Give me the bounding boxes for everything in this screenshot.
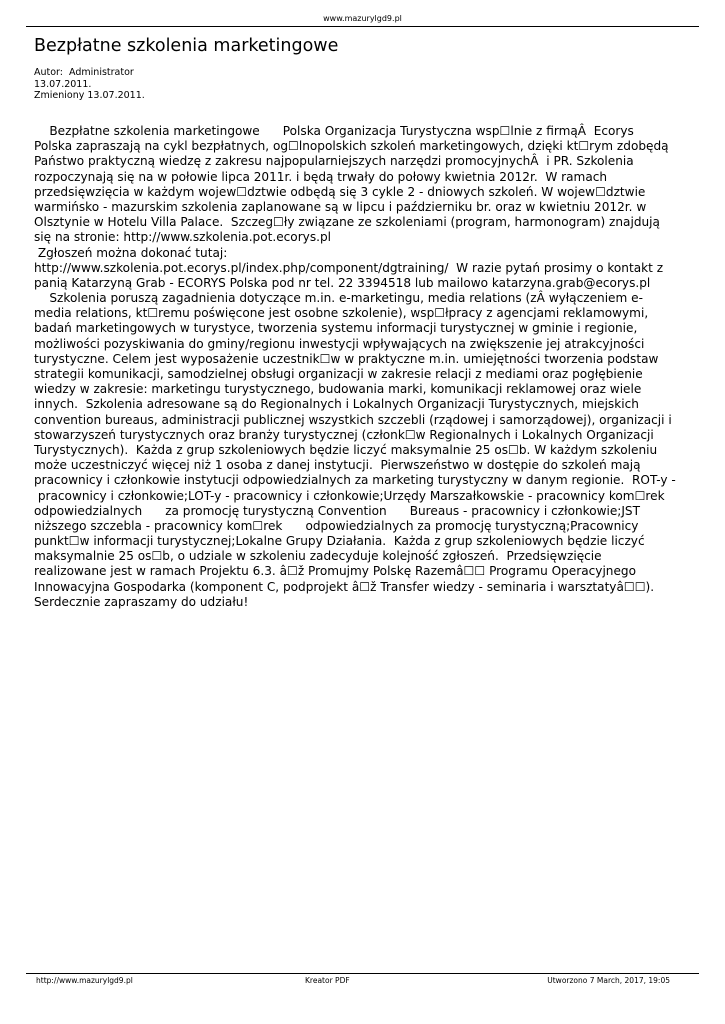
body-line: panią Katarzyną Grab - ECORYS Polska pod nr tel. 22 3394518 lub mailowo katarzyna.grab@ecorys.pl bbox=[34, 275, 651, 290]
body-line: pracownicy i członkowie instytucji odpowiedzialnych za marketing turystyczny w danym regionie. ROT-y - bbox=[34, 473, 676, 488]
body-line: możliwości pozyskiwania do gminy/regionu inwestycji wpływających na zwiększenie jej atrakcyjności bbox=[34, 336, 645, 351]
body-line: media relations, kt☐remu poświęcone jest osobne szkolenie), wsp☐łpracy z agencjami reklamowymi, bbox=[34, 306, 649, 321]
footer-divider bbox=[26, 973, 699, 974]
body-line: pracownicy i członkowie;LOT-y - pracownicy i członkowie;Urzędy Marszałkowskie - pracownicy kom☐rek bbox=[34, 488, 665, 503]
article-body bbox=[34, 124, 676, 595]
body-line: http://www.szkolenia.pot.ecorys.pl/index.php/component/dgtraining/ W razie pytań prosimy o kontakt z bbox=[34, 260, 664, 275]
body-line: rozpoczynają się na w połowie lipca 2011r. i będą trwały do połowy kwietnia 2012r. W ramach bbox=[34, 169, 608, 184]
footer-created: Utworzono 7 March, 2017, 19:05 bbox=[547, 976, 670, 985]
body-line: przedsięwzięcia w każdym wojew☐dztwie odbędą się 3 cykle 2 - dniowych szkoleń. W wojew☐dztwie bbox=[34, 184, 646, 199]
footer-site-url: http://www.mazurylgd9.pl bbox=[36, 976, 133, 985]
article-title: Bezpłatne szkolenia marketingowe bbox=[34, 36, 339, 56]
article-modified: Zmieniony 13.07.2011. bbox=[34, 90, 145, 101]
body-line: odpowiedzialnych za promocję turystyczną Convention Bureaus - pracownicy i członkowie;JST bbox=[34, 503, 640, 518]
body-line: Turystycznych). Każda z grup szkoleniowych będzie liczyć maksymalnie 25 os☐b. W każdym szkoleniu bbox=[34, 442, 658, 457]
body-line: wiedzy w zakresie: marketingu turystycznego, budowania marki, komunikacji reklamowej oraz wiele bbox=[34, 382, 642, 397]
body-line: innych. Szkolenia adresowane są do Regionalnych i Lokalnych Organizacji Turystycznych, miejskich bbox=[34, 397, 639, 412]
body-line: Państwo praktyczną wiedzę z zakresu najpopularniejszych narzędzi promocyjnychÂ i PR. Szkolenia bbox=[34, 154, 634, 169]
header-divider bbox=[26, 26, 699, 27]
body-line: Szkolenia poruszą zagadnienia dotyczące m.in. e-marketingu, media relations (zÂ wyłączeniem e- bbox=[34, 291, 643, 306]
body-line: maksymalnie 25 os☐b, o udziale w szkoleniu zadecyduje kolejność zgłoszeń. Przedsięwzięcie bbox=[34, 549, 602, 564]
body-line: Innowacyjna Gospodarka (komponent C, podprojekt â☐ž Transfer wiedzy - seminaria i warsztatyâ☐☐). bbox=[34, 579, 655, 594]
body-line: strategii komunikacji, samodzielnej obsługi organizacji w zakresie relacji z mediami oraz pogłębienie bbox=[34, 367, 643, 381]
article-date: 13.07.2011. bbox=[34, 78, 92, 90]
body-line: Olsztynie w Hotelu Villa Palace. Szczeg☐ły związane ze szkoleniami (program, harmonogram) znajdują bbox=[34, 215, 660, 230]
body-line: się na stronie: http://www.szkolenia.pot.ecorys.pl bbox=[34, 230, 332, 245]
body-line: convention bureaus, administracji publicznej wszystkich szczebli (rządowej i samorządowej), organizacji i bbox=[34, 412, 672, 427]
article-meta bbox=[34, 67, 145, 102]
body-line: punkt☐w informacji turystycznej;Lokalne Grupy Działania. Każda z grup szkoleniowych będzie liczyć bbox=[34, 534, 645, 549]
body-line: turystyczne. Celem jest wyposażenie uczestnik☐w w praktyczne m.in. umiejętności tworzenia podstaw bbox=[34, 351, 659, 366]
footer-generator: Kreator PDF bbox=[305, 976, 350, 985]
body-line: może uczestniczyć więcej niż 1 osoba z danej instytucji. Pierwszeństwo w dostępie do szkoleń mają bbox=[34, 458, 641, 473]
body-line: badań marketingowych w turystyce, tworzenia systemu informacji turystycznej w gminie i regionie, bbox=[34, 321, 638, 336]
body-line: Zgłoszeń można dokonać tutaj: bbox=[34, 245, 228, 260]
body-line: niższego szczebla - pracownicy kom☐rek odpowiedzialnych za promocję turystyczną;Pracownicy bbox=[34, 518, 639, 533]
body-line: stowarzyszeń turystycznych oraz branży turystycznej (członk☐w Regionalnych i Lokalnych Organizacji bbox=[34, 427, 654, 442]
header-site-url: www.mazurylgd9.pl bbox=[323, 14, 402, 23]
article-closing: Serdecznie zapraszamy do udziału! bbox=[34, 595, 249, 609]
body-line: warmińsko - mazurskim szkolenia zaplanowane są w lipcu i październiku br. oraz w kwietniu 2012r. w bbox=[34, 199, 647, 214]
body-line: realizowane jest w ramach Projektu 6.3. â☐ž Promujmy Polskę Razemâ☐☐ Programu Operacyjnego bbox=[34, 564, 636, 579]
body-line: Polska zapraszają na cykl bezpłatnych, og☐lnopolskich szkoleń marketingowych, dzięki kt☐rym zdobędą bbox=[34, 139, 669, 154]
body-line: Bezpłatne szkolenia marketingowe Polska Organizacja Turystyczna wsp☐lnie z firmąÂ Ecorys bbox=[34, 124, 634, 138]
article-author: Autor: Administrator bbox=[34, 67, 134, 78]
